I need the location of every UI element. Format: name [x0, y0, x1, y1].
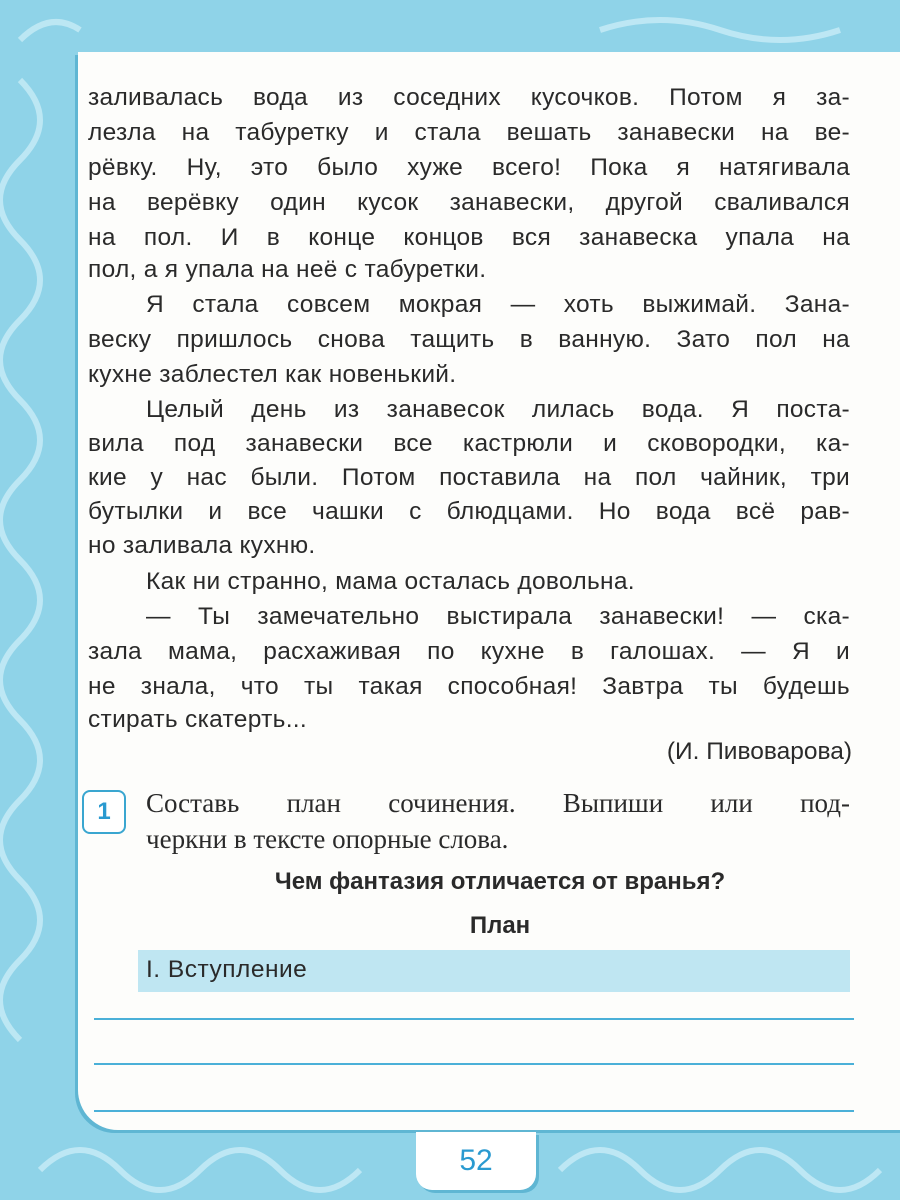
essay-title: Чем фантазия отличается от вранья?	[274, 868, 726, 895]
text-line: бутылки и все чашки с блюдцами. Но вода всё рав-	[88, 498, 850, 525]
text-line: на верёвку один кусок занавески, другой сваливался	[88, 189, 850, 216]
text-line: но заливала кухню.	[88, 532, 316, 559]
task-number-badge: 1	[82, 790, 126, 834]
text-line: не знала, что ты такая способная! Завтра ты будешь	[88, 673, 850, 700]
text-line: на пол. И в конце концов вся занавеска упала на	[88, 224, 850, 251]
task-instruction-line: Составь план сочинения. Выпиши или под-	[146, 788, 850, 818]
answer-line[interactable]	[94, 1018, 854, 1020]
text-line: зала мама, расхаживая по кухне в галошах. — Я и	[88, 638, 850, 665]
text-line: кухне заблестел как новенький.	[88, 361, 457, 388]
plan-item-introduction: I. Вступление	[146, 956, 308, 983]
text-line: вила под занавески все кастрюли и сковородки, ка-	[88, 430, 850, 457]
text-line: рёвку. Ну, это было хуже всего! Пока я натягивала	[88, 154, 850, 181]
text-line: стирать скатерть...	[88, 706, 308, 733]
text-line: кие у нас были. Потом поставила на пол чайник, три	[88, 464, 850, 491]
answer-line[interactable]	[94, 1110, 854, 1112]
text-line: заливалась вода из соседних кусочков. Потом я за-	[88, 84, 850, 111]
text-line: Целый день из занавесок лилась вода. Я поста-	[146, 396, 850, 423]
text-line: пол, а я упала на неё с табуретки.	[88, 256, 487, 283]
page-number: 52	[416, 1132, 536, 1190]
text-line: Как ни странно, мама осталась довольна.	[146, 568, 635, 595]
text-line: — Ты замечательно выстирала занавески! — ска-	[146, 603, 850, 630]
text-line: лезла на табуретку и стала вешать занавески на ве-	[88, 119, 850, 146]
answer-line[interactable]	[94, 1063, 854, 1065]
plan-heading: План	[469, 912, 531, 939]
author: (И. Пивоварова)	[666, 738, 852, 765]
text-line: веску пришлось снова тащить в ванную. Зато пол на	[88, 326, 850, 353]
task-instruction-line: черкни в тексте опорные слова.	[146, 824, 509, 854]
text-line: Я стала совсем мокрая — хоть выжимай. Зана-	[146, 291, 850, 318]
